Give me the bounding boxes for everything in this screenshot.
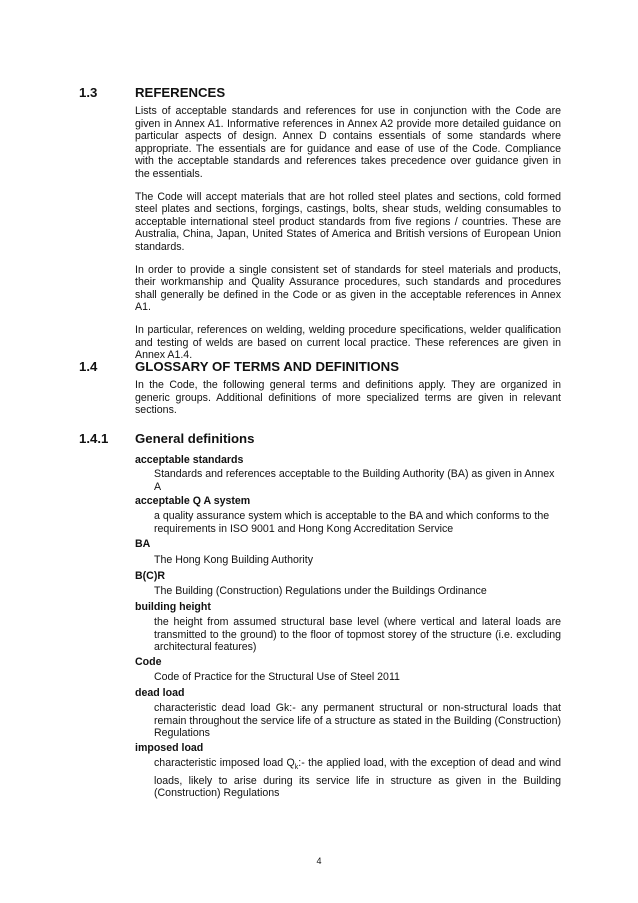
definition-term: acceptable Q A system [135,495,251,507]
definition-term: building height [135,601,211,613]
section-number: 1.3 [79,85,98,100]
definition-term: acceptable standards [135,454,244,466]
definition-term: Code [135,656,162,668]
definition-term: BA [135,538,151,550]
definition-text: a quality assurance system which is acceptable to the BA and which conforms to the requirements in ISO 9001 and Hong Kong Accreditation Service [154,510,550,535]
section-1-4 [0,359,638,417]
paragraph: The Code will accept materials that are hot rolled steel plates and sections, cold formed steel plates and sections, forgings, castings, bolts, shear studs, welding consumables to acceptable international steel product standards from five regions / countries. These are Australia, China, Japan, United States of America and British versions of European Union standards. [135,190,561,253]
definition-text-start: characteristic imposed load Q [154,757,295,769]
definition-text: Code of Practice for the Structural Use of Steel 2011 [154,671,400,683]
definition-text: Standards and references acceptable to the Building Authority (BA) as given in Annex A [154,468,555,493]
paragraph: In order to provide a single consistent set of standards for steel materials and products, their workmanship and Quality Assurance procedures, such standards and procedures shall generally be defined in the Code or as given in the acceptable references in Annex A1. [135,263,561,314]
paragraph: In the Code, the following general terms and definitions apply. They are organized in generic groups. Additional definitions of more specialized terms are given in relevant sections. [135,379,561,417]
page-number: 4 [316,856,322,866]
section-1-4-1 [0,431,638,451]
paragraph: Lists of acceptable standards and references for use in conjunction with the Code are given in Annex A1. Informative references in Annex A2 provide more detailed guidance on particular aspects of design. Annex D contains essentials of some standards where appropriate. The essentials are for guidance and ease of use of the Code. Compliance with the acceptable standards and references takes precedence over guidance given in the essentials. [135,105,561,180]
section-number: 1.4 [79,359,98,374]
section-title: REFERENCES [135,85,226,100]
definition-text [154,757,561,800]
subscript: k [294,764,299,772]
section-title: GLOSSARY OF TERMS AND DEFINITIONS [135,359,400,374]
definition-text: The Building (Construction) Regulations under the Buildings Ordinance [154,585,487,597]
paragraph: In particular, references on welding, welding procedure specifications, welder qualification and testing of welds are based on current local practice. These references are given in Annex A1.4. [135,323,561,362]
definition-term: imposed load [135,742,204,754]
section-title: General definitions [135,431,255,446]
definition-text: characteristic dead load Gk:- any permanent structural or non-structural loads that remain throughout the service life of a structure as stated in the Building (Construction) Regulations [154,702,561,740]
definition-text: The Hong Kong Building Authority [154,554,314,566]
definition-term: dead load [135,687,185,699]
section-1-3 [0,85,638,362]
definition-text: the height from assumed structural base level (where vertical and lateral loads are transmitted to the ground) to the floor of topmost storey of the structure (i.e. excluding architectural features) [154,616,561,654]
definition-term: B(C)R [135,570,166,582]
definition-text-end: :- the applied load, with the exception of dead and wind loads, likely to arise during its service life in structure as given in the Building (Construction) Regulations [154,757,561,800]
section-number: 1.4.1 [79,431,109,446]
